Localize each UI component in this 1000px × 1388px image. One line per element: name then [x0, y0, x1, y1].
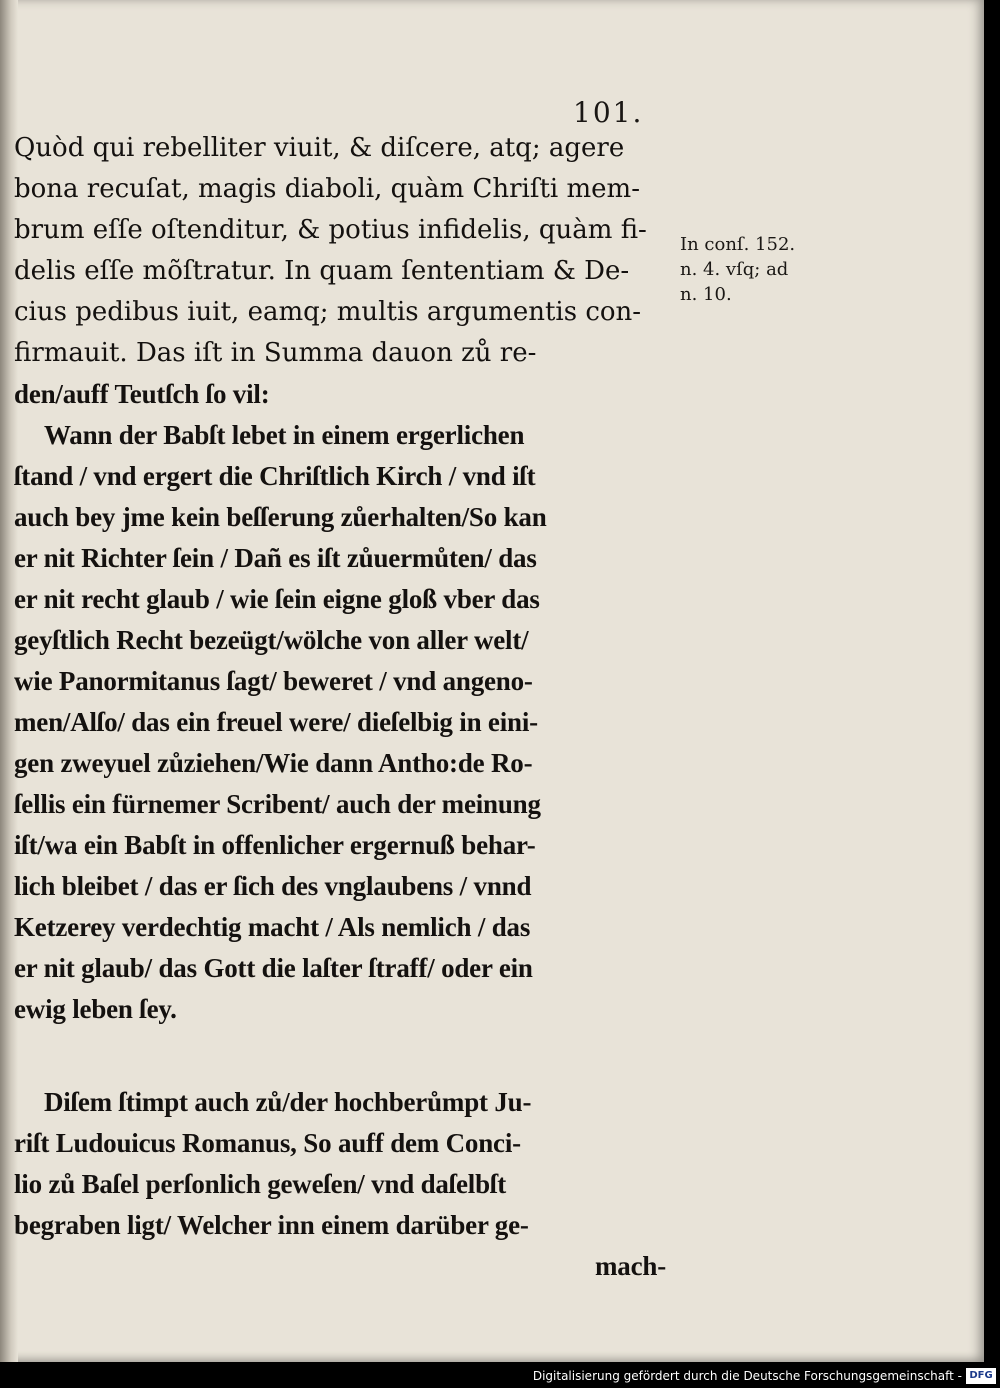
- text-line: mach-: [595, 1251, 666, 1281]
- text-line: Diſem ſtimpt auch zů/der hochberůmpt Ju-: [44, 1087, 532, 1117]
- text-line: gen zweyuel zůziehen/Wie dann Antho:de Ro-: [14, 748, 533, 778]
- text-line: riſt Ludouicus Romanus, So auff dem Conci-: [14, 1128, 521, 1158]
- dfg-logo: DFG: [966, 1368, 996, 1384]
- margin-note-line: n. 10.: [680, 284, 732, 305]
- body-text: [14, 128, 674, 1287]
- text-line: brum eſſe oſtenditur, & potius infidelis, quàm fi-: [14, 215, 647, 245]
- text-line: er nit recht glaub / wie ſein eigne gloß vber das: [14, 584, 540, 614]
- text-line: [14, 1030, 674, 1082]
- text-line: Wann der Babſt lebet in einem ergerlichen: [44, 420, 525, 450]
- footer-credit: Digitalisierung gefördert durch die Deutsche Forschungsgemeinschaft -: [532, 1369, 962, 1383]
- text-line: iſt/wa ein Babſt in offenlicher ergernuß behar-: [14, 830, 536, 860]
- footer-bar: [0, 1366, 1000, 1388]
- text-line: cius pedibus iuit, eamq; multis argumentis con-: [14, 297, 642, 327]
- text-line: den/auff Teutſch ſo vil:: [14, 379, 270, 409]
- margin-note: [680, 232, 820, 307]
- text-line: begraben ligt/ Welcher inn einem darüber ge-: [14, 1210, 529, 1240]
- text-line: firmauit. Das iſt in Summa dauon zů re-: [14, 338, 537, 368]
- margin-note-line: In conſ. 152.: [680, 234, 796, 255]
- text-line: lich bleibet / das er ſich des vnglaubens / vnnd: [14, 871, 532, 901]
- text-line: Ketzerey verdechtig macht / Als nemlich / das: [14, 912, 531, 942]
- text-line: wie Panormitanus ſagt/ beweret / vnd angeno-: [14, 666, 533, 696]
- text-line: ewig leben ſey.: [14, 994, 177, 1024]
- text-line: men/Alſo/ das ein freuel were/ dieſelbig in eini-: [14, 707, 538, 737]
- page-number: 101.: [573, 96, 644, 129]
- text-line: Quòd qui rebelliter viuit, & diſcere, atq; agere: [14, 133, 625, 163]
- margin-note-line: n. 4. vſq; ad: [680, 259, 789, 280]
- text-line: geyſtlich Recht bezeügt/wölche von aller welt/: [14, 625, 529, 655]
- text-line: bona recuſat, magis diaboli, quàm Chriſti mem-: [14, 174, 640, 204]
- text-line: lio zů Baſel perſonlich geweſen/ vnd daſelbſt: [14, 1169, 507, 1199]
- text-line: ſellis ein fürnemer Scribent/ auch der meinung: [14, 789, 541, 819]
- text-line: er nit glaub/ das Gott die laſter ſtraff/ oder ein: [14, 953, 533, 983]
- text-line: auch bey jme kein beſſerung zůerhalten/So kan: [14, 502, 547, 532]
- text-line: delis eſſe mõſtratur. In quam ſententiam & De-: [14, 256, 630, 286]
- text-line: ſtand / vnd ergert die Chriſtlich Kirch / vnd iſt: [14, 461, 536, 491]
- text-line: er nit Richter ſein / Dañ es iſt zůuermůten/ das: [14, 543, 537, 573]
